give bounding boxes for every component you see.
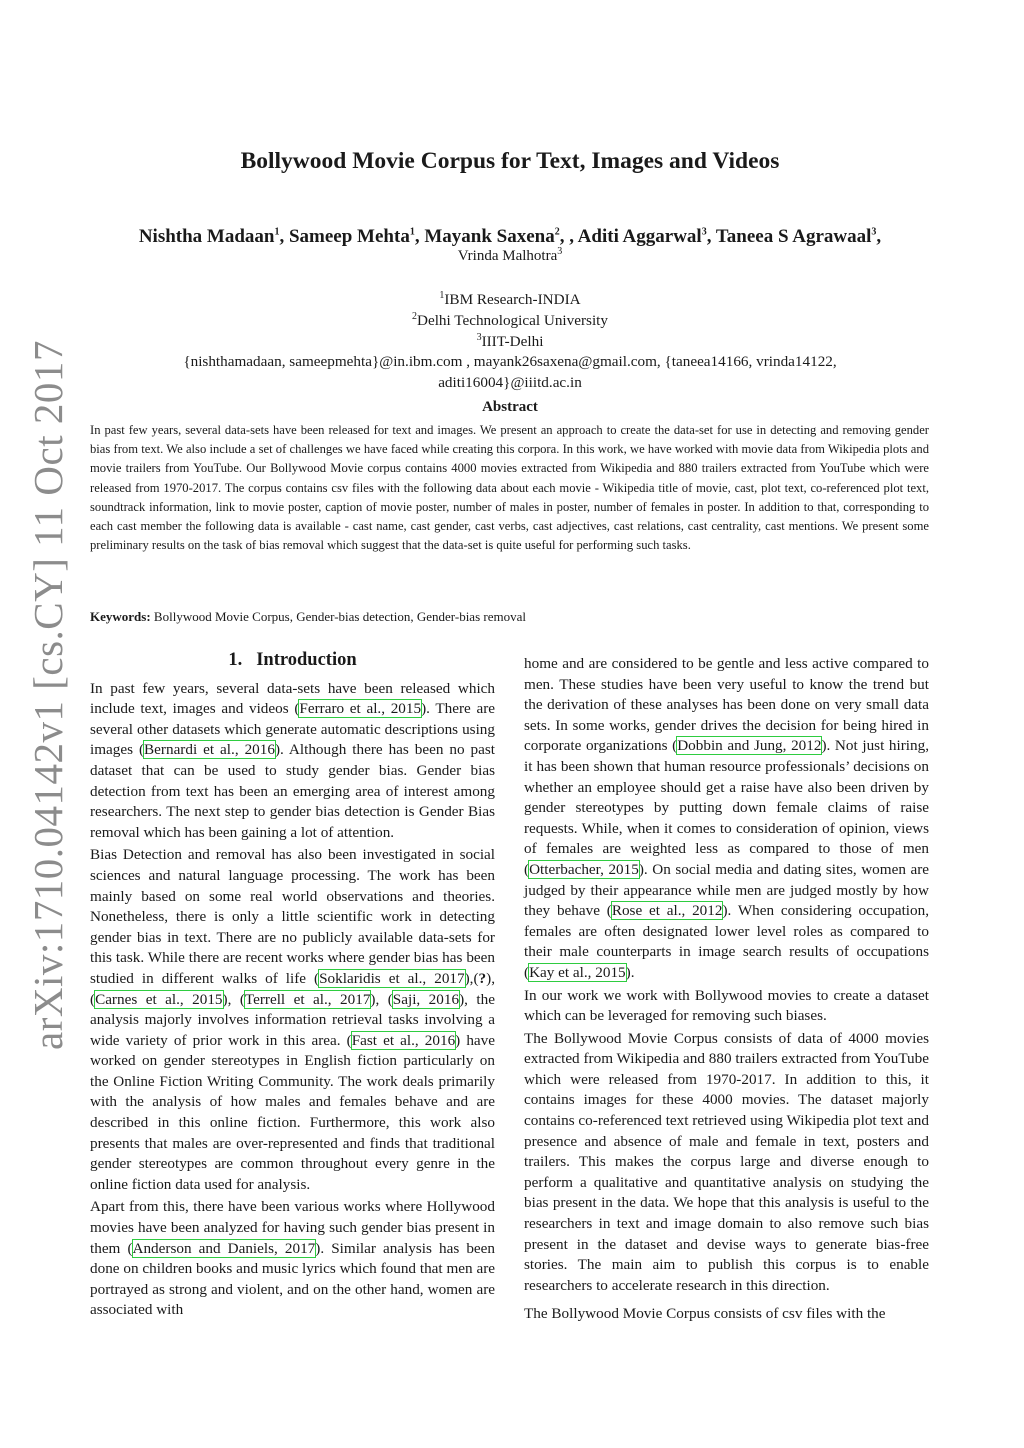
author-affil-marker: 2 (554, 226, 560, 238)
author-name: Aditi Aggarwal (577, 226, 702, 247)
citation-link[interactable]: Saji, 2016 (392, 990, 460, 1008)
paragraph: home and are considered to be gentle and less active compared to men. These studies have been very useful to know the trend but the derivation of these analyses has been done on very small data sets. In some works, gender drives the decision for being hired in corporate organizations (Dobbin and Jung, 2012). Not just hiring, it has been shown that human resource professionals’ decisions on whether an employee should get a raise have also been driven by gender stereotypes by putting down female claims of raise requests. While, when it comes to consideration of opinion, views of females are weighted less as compared to those of men (Otterbacher, 2015). On social media and dating sites, women are judged by their appearance while men are judged mostly by how they behave (Rose et al., 2012). When considering occupation, females are often designated lower level roles as compared to their male counterparts in image search results of occupations (Kay et al., 2015). (524, 655, 929, 981)
section-number: 1. (228, 650, 243, 670)
author-name: Vrinda Malhotra (457, 248, 558, 264)
citation-link[interactable]: Dobbin and Jung, 2012 (677, 737, 822, 755)
author-name: Sameep Mehta (288, 226, 410, 247)
email-line: {nishthamadaan, sameepmehta}@in.ibm.com , mayank26saxena@gmail.com, {taneea14166, vrinda14122, (183, 353, 837, 371)
paragraph: The Bollywood Movie Corpus consists of csv files with the (524, 1305, 886, 1323)
author-affil-marker: 1 (409, 226, 415, 238)
author-name: Nishtha Madaan (138, 226, 275, 247)
affiliation: $^3$IIIT-Delhi (476, 331, 544, 350)
paragraph: The Bollywood Movie Corpus consists of data of 4000 movies extracted from Wikipedia and 880 trailers extracted from YouTube which were released from 1970-2017. In addition to this, it contains images for these 4000 movies. The dataset majorly contains co-referenced text retrieved using Wikipedia plot text and presence and absence of male and female in text, posters and trailers. This makes the corpus large and diverse enough to perform a qualitative and quantitative analysis on studying the bias present in the data. We hope that this analysis is useful to the researchers in text and image domain to also remove such bias present in the dataset and devise ways to generate bias-free stories. The main aim to publish this corpus is to enable researchers to accelerate research in this direction. (524, 1029, 929, 1294)
affiliation: $^1$IBM Research-INDIA (439, 289, 581, 308)
author-list-continued (60, 248, 960, 265)
paragraph: Apart from this, there have been various works where Hollywood movies have been analyzed for having such gender bias present in them (Anderson and Daniels, 2017). Similar analysis has been done on children books and music lyrics which found that men are portrayed as strong and violent, and on the other hand, women are associated with (90, 1198, 495, 1319)
author-name: Mayank Saxena (424, 226, 555, 247)
affiliations (60, 290, 960, 394)
abstract-heading: Abstract (482, 399, 538, 415)
citation-link[interactable]: Rose et al., 2012 (611, 902, 723, 920)
citation-link[interactable]: Carnes et al., 2015 (95, 990, 223, 1008)
author-affil-marker: 3 (557, 246, 563, 257)
keywords (90, 609, 929, 625)
keywords-label: Keywords: (90, 609, 151, 624)
keywords-text: Bollywood Movie Corpus, Gender-bias detection, Gender-bias removal (153, 609, 526, 624)
abstract-body: In past few years, several data-sets have been released for text and images. We present an approach to create the data-set for use in detecting and removing gender bias from text. We also include a set of challenges we have faced while creating this corpora. In this work, we have worked with movie data from Wikipedia plots and movie trailers from YouTube. Our Bollywood Movie corpus contains 4000 movies extracted from Wikipedia and 880 trailers extracted from YouTube which were released from 1970-2017. The corpus contains csv files with the following data about each movie - Wikipedia title of movie, cast, plot text, co-referenced plot text, soundtrack information, link to movie poster, caption of movie poster, number of males in poster, number of females in poster. In addition to that, corresponding to each cast member the following data is available - cast name, cast gender, cast verbs, cast adjectives, cast relations, cast centrality, cast mentions. We present some preliminary results on the task of bias removal which suggest that the data-set is quite useful for performing such tasks. (90, 423, 929, 553)
author-affil-marker: 1 (274, 226, 280, 238)
email-line: aditi16004}@iiitd.ac.in (438, 374, 582, 392)
paper-title: Bollywood Movie Corpus for Text, Images and Videos (240, 148, 780, 174)
citation-link[interactable]: Anderson and Daniels, 2017 (132, 1239, 316, 1257)
author-affil-marker: 3 (871, 226, 877, 238)
author-list: Nishtha Madaan$^1$, Sameep Mehta$^1$, Mayank Saxena$^2$, , Aditi Aggarwal$^3$, Taneea S Agrawaal$^3$, (138, 226, 882, 247)
citation-link[interactable]: Fast et al., 2016 (351, 1031, 456, 1049)
citation-link[interactable]: Bernardi et al., 2016 (144, 741, 275, 759)
section-title: Introduction (256, 650, 357, 670)
author-name: Taneea S Agrawaal (715, 226, 872, 247)
citation-link[interactable]: Terrell et al., 2017 (244, 990, 371, 1008)
affiliation: $^2$Delhi Technological University (412, 310, 608, 329)
citation-link[interactable]: Kay et al., 2015 (529, 963, 626, 981)
section-heading (90, 650, 495, 671)
citation-link[interactable]: Ferraro et al., 2015 (299, 700, 422, 718)
right-column (524, 654, 929, 1327)
author-affil-marker: 3 (701, 226, 707, 238)
paragraph: Bias Detection and removal has also been investigated in social sciences and natural language processing. The work has been mainly based on some real world observations and theories. Nonetheless, there is only a little scientific work in detecting gender bias in text. There are no publicly available data-sets for this task. While there are recent works where gender bias has been studied in different walks of life (Soklaridis et al., 2017),(?), (Carnes et al., 2015), (Terrell et al., 2017), (Saji, 2016), the analysis majorly involves information retrieval tasks involving a wide variety of prior work in this area. (Fast et al., 2016) have worked on gender stereotypes in English fiction particularly on the Online Fiction Writing Community. The work deals primarily with the analysis of how males and females behave and are described in this online fiction. Furthermore, this work also presents that males are over-represented and finds that traditional gender stereotypes are common throughout every genre in the online fiction data used for analysis. (90, 846, 495, 1193)
left-column (90, 650, 495, 1323)
citation-link[interactable]: Otterbacher, 2015 (529, 860, 639, 878)
citation-missing: ? (478, 969, 487, 987)
arxiv-identifier-stamp: arXiv:1710.04142v1 [cs.CY] 11 Oct 2017 (25, 340, 71, 1050)
paragraph: In past few years, several data-sets have been released which include text, images and videos (Ferraro et al., 2015). There are several other datasets which generate automatic descriptions using images (Bernardi et al., 2016). Although there has been no past dataset that can be used to study gender bias. Gender bias detection from text has been an emerging area of interest among researchers. The next step to gender bias detection is Gender Bias removal which has been gaining a lot of attention. (90, 679, 496, 841)
citation-link[interactable]: Soklaridis et al., 2017 (319, 969, 465, 987)
paragraph: In our work we work with Bollywood movies to create a dataset which can be leveraged for removing such biases. (524, 986, 929, 1025)
